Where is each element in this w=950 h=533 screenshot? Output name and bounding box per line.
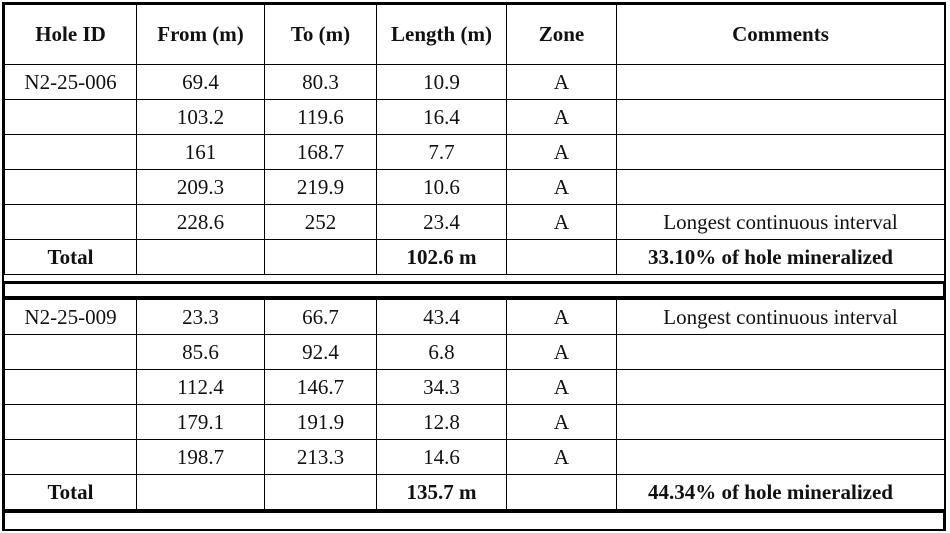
zone-cell: A — [507, 100, 617, 135]
to-cell: 168.7 — [265, 135, 377, 170]
column-header-to: To (m) — [265, 5, 377, 65]
assay-table-section-2 — [4, 299, 945, 510]
from-cell: 179.1 — [137, 405, 265, 440]
hole-id-cell — [5, 370, 137, 405]
from-cell: 112.4 — [137, 370, 265, 405]
length-cell: 10.6 — [377, 170, 507, 205]
to-cell — [265, 240, 377, 275]
to-cell: 119.6 — [265, 100, 377, 135]
total-comment: 33.10% of hole mineralized — [617, 240, 945, 275]
length-cell: 16.4 — [377, 100, 507, 135]
zone-cell — [507, 240, 617, 275]
zone-cell: A — [507, 170, 617, 205]
table-row — [5, 135, 945, 170]
comment-cell — [617, 170, 945, 205]
total-length: 102.6 m — [377, 240, 507, 275]
to-cell: 92.4 — [265, 335, 377, 370]
hole-id-cell — [5, 440, 137, 475]
section-divider — [4, 281, 944, 299]
table-row — [5, 170, 945, 205]
to-cell: 146.7 — [265, 370, 377, 405]
total-label: Total — [5, 240, 137, 275]
comment-cell — [617, 65, 945, 100]
hole-id-cell — [5, 205, 137, 240]
zone-cell: A — [507, 135, 617, 170]
from-cell: 228.6 — [137, 205, 265, 240]
from-cell: 69.4 — [137, 65, 265, 100]
from-cell: 198.7 — [137, 440, 265, 475]
length-cell: 12.8 — [377, 405, 507, 440]
table-row — [5, 440, 945, 475]
from-cell: 23.3 — [137, 300, 265, 335]
hole-id-cell — [5, 405, 137, 440]
from-cell: 103.2 — [137, 100, 265, 135]
table-row — [5, 100, 945, 135]
zone-cell: A — [507, 65, 617, 100]
from-cell: 161 — [137, 135, 265, 170]
zone-cell: A — [507, 335, 617, 370]
from-cell — [137, 475, 265, 510]
comment-cell — [617, 335, 945, 370]
column-header-zone: Zone — [507, 5, 617, 65]
zone-cell — [507, 475, 617, 510]
table-row — [5, 335, 945, 370]
total-length: 135.7 m — [377, 475, 507, 510]
hole-id-cell: N2-25-009 — [5, 300, 137, 335]
header-row — [5, 5, 945, 65]
column-header-length: Length (m) — [377, 5, 507, 65]
column-header-from: From (m) — [137, 5, 265, 65]
zone-cell: A — [507, 370, 617, 405]
hole-id-cell: N2-25-006 — [5, 65, 137, 100]
to-cell: 66.7 — [265, 300, 377, 335]
length-cell: 43.4 — [377, 300, 507, 335]
zone-cell: A — [507, 205, 617, 240]
table-row — [5, 405, 945, 440]
from-cell — [137, 240, 265, 275]
comment-cell — [617, 405, 945, 440]
to-cell: 252 — [265, 205, 377, 240]
comment-cell — [617, 440, 945, 475]
length-cell: 23.4 — [377, 205, 507, 240]
assay-table-section-1 — [4, 4, 945, 275]
comment-cell — [617, 100, 945, 135]
table-row — [5, 300, 945, 335]
total-comment: 44.34% of hole mineralized — [617, 475, 945, 510]
total-label: Total — [5, 475, 137, 510]
to-cell — [265, 475, 377, 510]
to-cell: 219.9 — [265, 170, 377, 205]
to-cell: 213.3 — [265, 440, 377, 475]
table-row — [5, 205, 945, 240]
from-cell: 85.6 — [137, 335, 265, 370]
table-row — [5, 370, 945, 405]
hole-id-cell — [5, 100, 137, 135]
section-divider — [4, 510, 944, 529]
total-row — [5, 475, 945, 510]
zone-cell: A — [507, 440, 617, 475]
from-cell: 209.3 — [137, 170, 265, 205]
hole-id-cell — [5, 170, 137, 205]
zone-cell: A — [507, 405, 617, 440]
to-cell: 191.9 — [265, 405, 377, 440]
total-row — [5, 240, 945, 275]
comment-cell — [617, 135, 945, 170]
column-header-comments: Comments — [617, 5, 945, 65]
length-cell: 34.3 — [377, 370, 507, 405]
length-cell: 14.6 — [377, 440, 507, 475]
zone-cell: A — [507, 300, 617, 335]
length-cell: 7.7 — [377, 135, 507, 170]
hole-id-cell — [5, 335, 137, 370]
column-header-hole-id: Hole ID — [5, 5, 137, 65]
comment-cell: Longest continuous interval — [617, 300, 945, 335]
hole-id-cell — [5, 135, 137, 170]
comment-cell — [617, 370, 945, 405]
table-row — [5, 65, 945, 100]
length-cell: 10.9 — [377, 65, 507, 100]
to-cell: 80.3 — [265, 65, 377, 100]
length-cell: 6.8 — [377, 335, 507, 370]
comment-cell: Longest continuous interval — [617, 205, 945, 240]
